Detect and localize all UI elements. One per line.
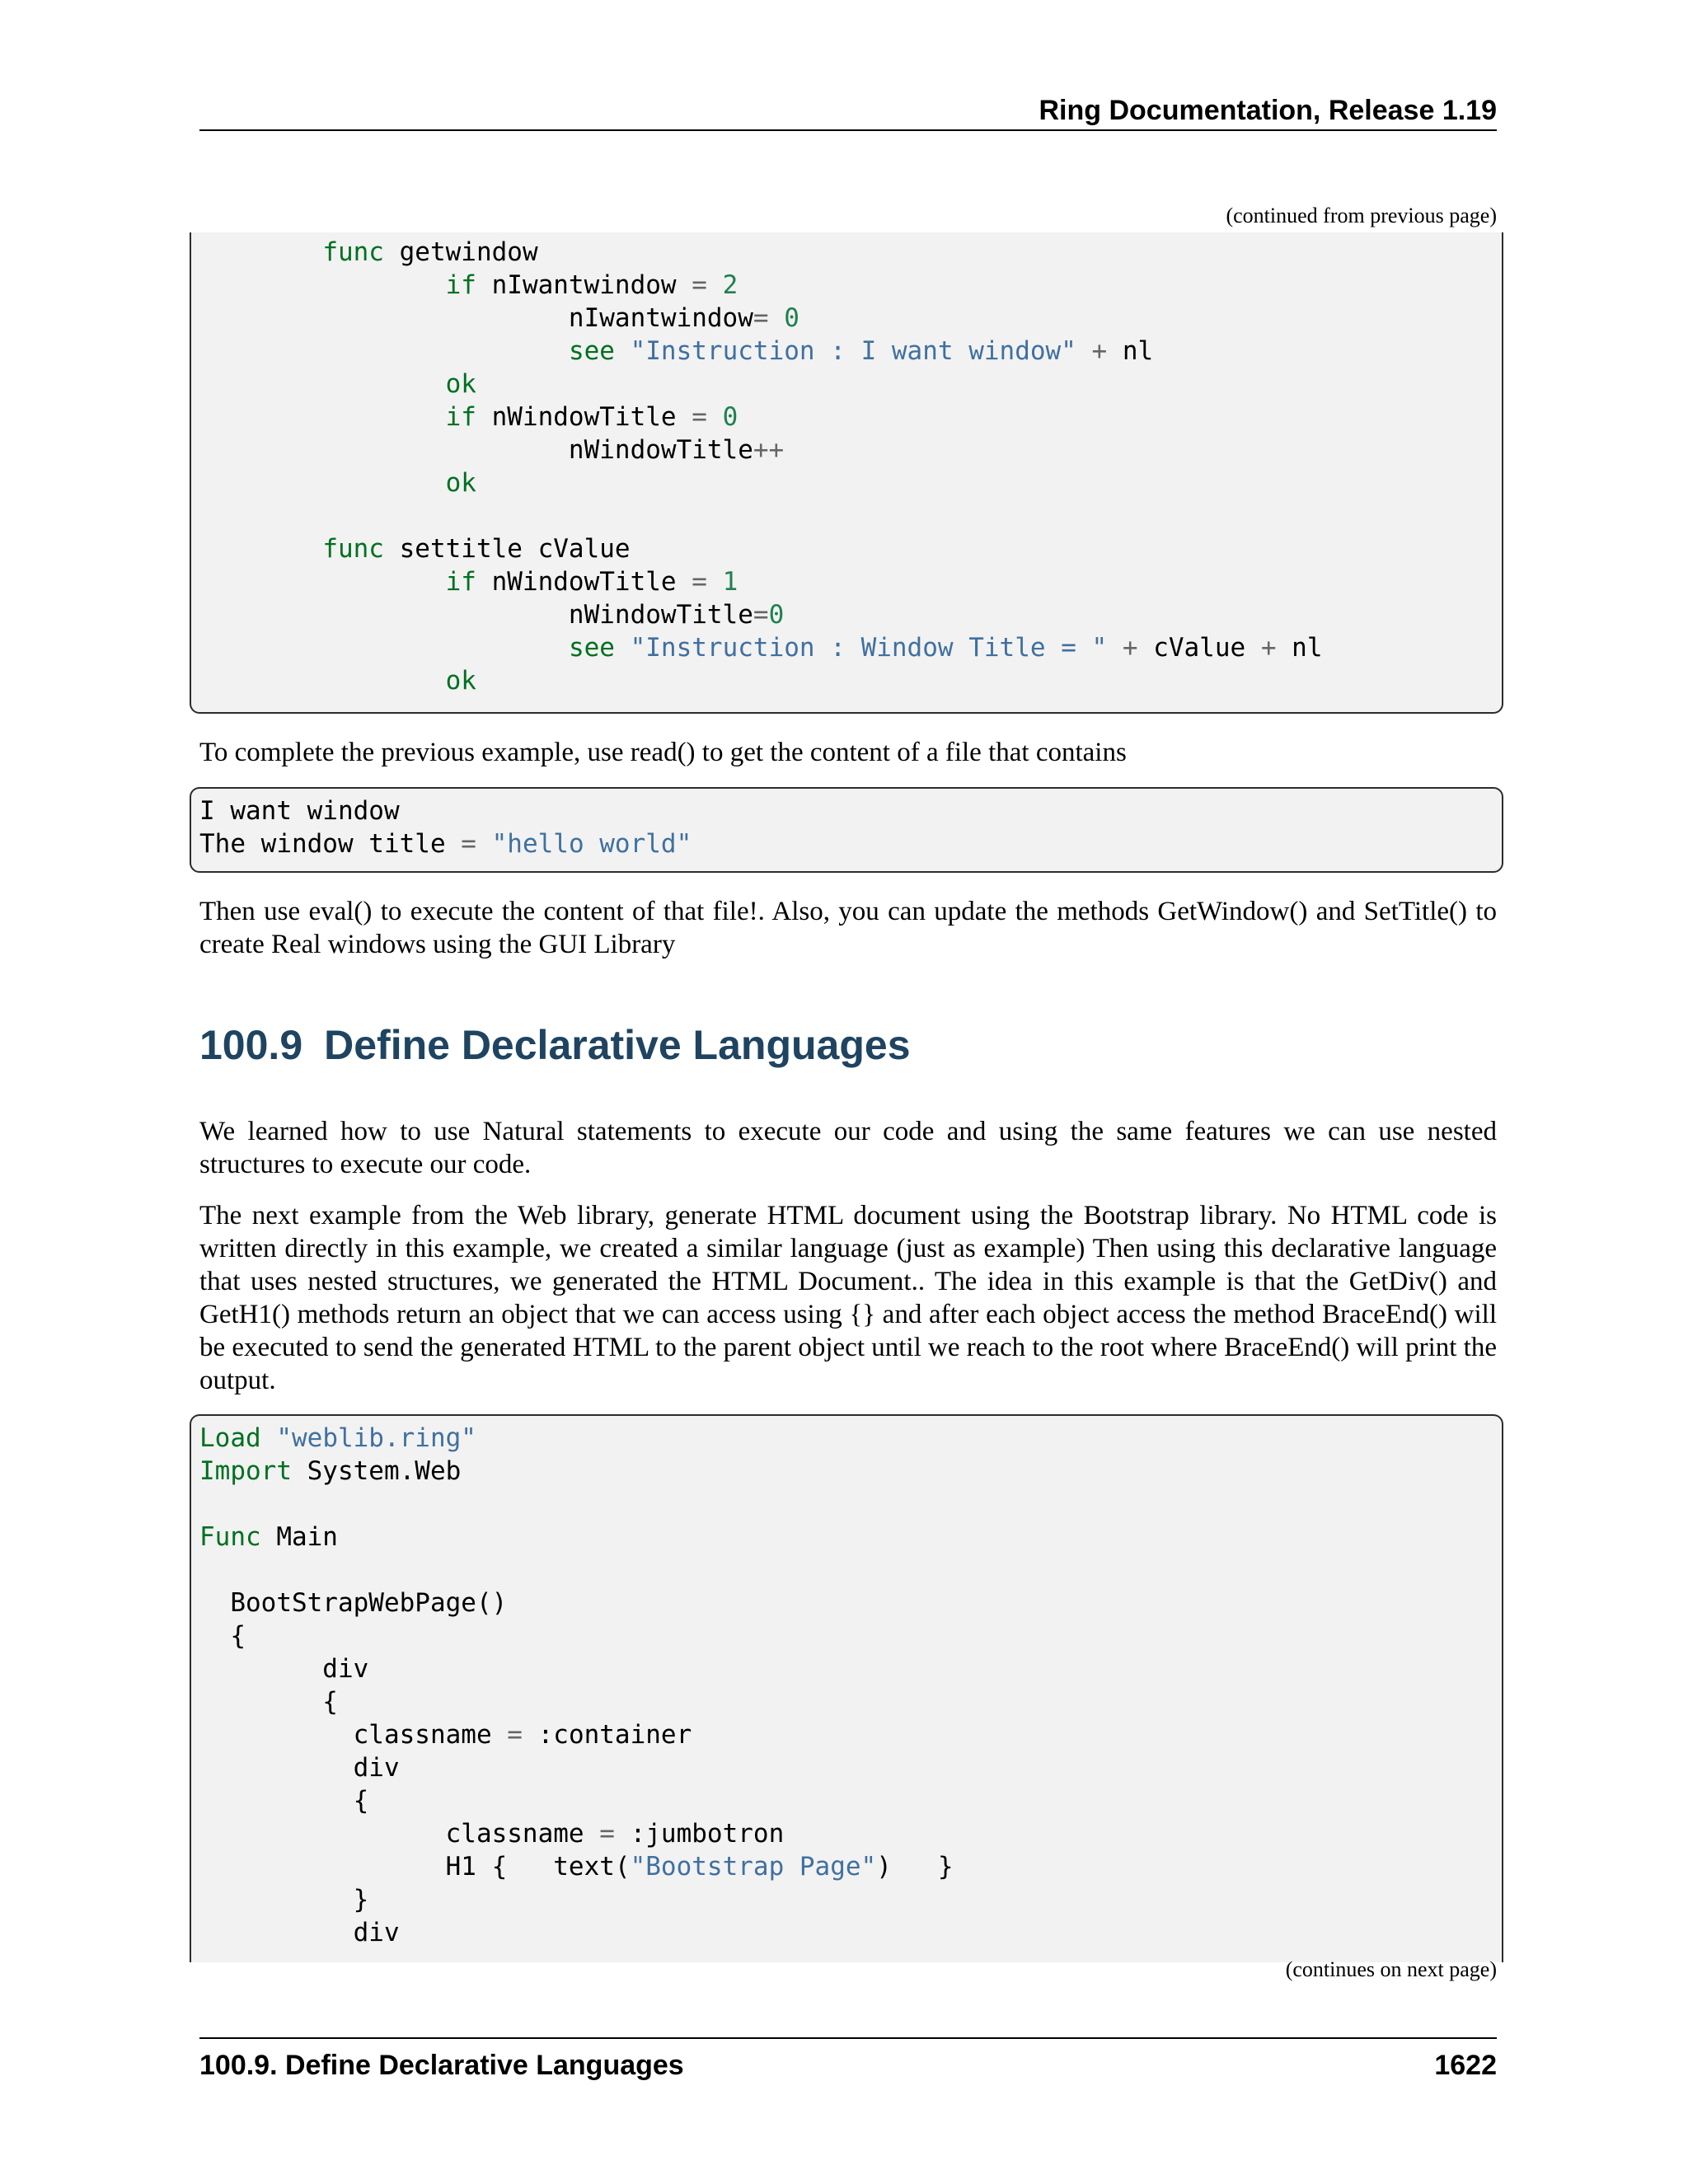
code-token	[199, 633, 569, 663]
code-token: +	[1260, 633, 1277, 663]
code-token: +	[1122, 633, 1138, 663]
code-block-bootstrap	[190, 1414, 1503, 1962]
code-line	[199, 1488, 1502, 1521]
code-token: "Instruction : Window Title = "	[630, 633, 1108, 663]
code-token: =	[753, 303, 769, 333]
code-token	[199, 270, 446, 300]
code-line	[199, 598, 1502, 631]
code-token: BootStrapWebPage()	[199, 1588, 508, 1618]
code-line	[199, 368, 1502, 401]
code-token: nWindowTitle	[199, 435, 753, 465]
code-token: nIwantwindow	[476, 270, 692, 300]
code-line	[199, 1619, 1502, 1652]
paragraph-web-library: The next example from the Web library, generate HTML document using the Bootstrap library. No HTML code is written directly in this example, we created a similar language (just as example) Then using this declarative language that uses nested structures, we generated the HTML Document.. The idea in this example is that the GetDiv() and GetH1() methods return an object that we can access using {} and after each object access the method BraceEnd() will be executed to send the generated HTML to the parent object until we reach to the root where BraceEnd() will print the output.	[199, 1201, 1497, 1395]
code-line	[199, 565, 1502, 598]
running-footer	[199, 2047, 1497, 2083]
code-token: classname	[199, 1720, 508, 1750]
section-title: Define Declarative Languages	[324, 1022, 911, 1068]
code-token: nl	[1276, 633, 1323, 663]
code-line	[199, 401, 1502, 434]
code-line	[199, 1817, 1502, 1850]
code-token: "hello world"	[491, 829, 692, 859]
code-line	[199, 1718, 1502, 1751]
code-line	[199, 1784, 1502, 1817]
code-line	[199, 1685, 1502, 1718]
code-token: 0	[768, 600, 785, 630]
code-token: nWindowTitle	[476, 567, 692, 597]
code-line	[199, 1916, 1502, 1949]
code-line	[199, 1455, 1502, 1488]
code-token	[199, 666, 446, 696]
code-token: settitle cValue	[383, 534, 631, 564]
code-token: nl	[1107, 336, 1154, 366]
code-token: if	[445, 567, 476, 597]
code-token: The window title	[199, 829, 462, 859]
continues-on-note: (continues on next page)	[1285, 1957, 1497, 1981]
code-token: }	[199, 1885, 369, 1915]
code-token: "Instruction : I want window"	[630, 336, 1076, 366]
code-token: {	[199, 1687, 338, 1717]
code-line	[199, 827, 1502, 860]
code-line	[199, 466, 1502, 499]
code-token: I want window	[199, 796, 400, 826]
code-token: 1	[722, 567, 738, 597]
code-token: classname	[199, 1819, 600, 1849]
code-token: =	[753, 600, 769, 630]
code-line	[199, 434, 1502, 466]
code-token: Import	[199, 1456, 292, 1486]
continued-from-note: (continued from previous page)	[1226, 204, 1497, 227]
code-token: ok	[445, 666, 476, 696]
code-line	[199, 1586, 1502, 1619]
code-block-file-content	[190, 787, 1503, 873]
code-token: nWindowTitle	[199, 600, 753, 630]
code-line	[199, 302, 1502, 335]
paragraph-eval: Then use eval() to execute the content of that file!. Also, you can update the methods GetWindow() and SetTitle() to create Real windows using the GUI Library	[199, 897, 1497, 959]
footer-section: 100.9. Define Declarative Languages	[199, 2050, 684, 2081]
code-token: Main	[260, 1522, 338, 1552]
code-token: H1 { text(	[199, 1852, 631, 1882]
code-token: func	[322, 237, 384, 267]
code-token: div	[199, 1918, 400, 1947]
code-token	[199, 237, 322, 267]
code-token: =	[599, 1819, 615, 1849]
code-token: :jumbotron	[614, 1819, 785, 1849]
code-token	[199, 567, 446, 597]
code-token: func	[322, 534, 384, 564]
code-token: div	[199, 1654, 369, 1684]
code-token: =	[692, 270, 707, 300]
code-token: "weblib.ring"	[276, 1423, 476, 1453]
code-token: see	[568, 633, 615, 663]
code-line	[199, 1850, 1502, 1883]
code-line	[199, 335, 1502, 368]
code-token: Func	[199, 1522, 261, 1552]
code-token: "Bootstrap Page"	[630, 1852, 877, 1882]
code-token: =	[692, 402, 707, 432]
code-token	[199, 534, 322, 564]
code-token: 0	[722, 402, 738, 432]
paragraph-natural-statements: We learned how to use Natural statements to execute our code and using the same features we can use nested structures to execute our code.	[199, 1117, 1497, 1179]
section-heading	[199, 1020, 1497, 1070]
code-token: =	[507, 1720, 523, 1750]
code-line	[199, 1883, 1502, 1916]
code-token	[707, 402, 723, 432]
code-line	[199, 1652, 1502, 1685]
code-token: +	[1091, 336, 1108, 366]
code-token	[199, 468, 446, 498]
code-token: 0	[784, 303, 799, 333]
code-token	[199, 402, 446, 432]
code-token	[1076, 336, 1092, 366]
code-token: if	[445, 270, 476, 300]
code-token	[769, 303, 785, 333]
code-token: ++	[753, 435, 785, 465]
code-line	[199, 631, 1502, 664]
code-token	[476, 829, 492, 859]
code-token: =	[461, 829, 476, 859]
section-number: 100.9	[199, 1022, 303, 1068]
code-token: see	[568, 336, 615, 366]
code-line	[199, 269, 1502, 302]
code-token: nIwantwindow	[199, 303, 753, 333]
code-line	[199, 1521, 1502, 1554]
code-line	[199, 1422, 1502, 1455]
code-token: ok	[445, 468, 476, 498]
code-token: {	[199, 1786, 369, 1816]
code-token: =	[692, 567, 707, 597]
code-token	[261, 1423, 277, 1453]
code-token: :container	[522, 1720, 692, 1750]
code-line	[199, 664, 1502, 697]
code-line	[199, 236, 1502, 269]
code-token	[199, 336, 569, 366]
code-token	[1107, 633, 1123, 663]
code-block-getwindow	[190, 232, 1503, 714]
code-line	[199, 532, 1502, 565]
header-rule	[199, 129, 1497, 131]
running-header: Ring Documentation, Release 1.19	[1039, 95, 1497, 126]
code-token	[615, 633, 631, 663]
code-token: nWindowTitle	[476, 402, 692, 432]
code-token: Load	[199, 1423, 261, 1453]
paragraph-read-file: To complete the previous example, use read() to get the content of a file that contains	[199, 738, 1127, 767]
code-token	[199, 369, 446, 399]
footer-rule	[199, 2037, 1497, 2039]
code-line	[199, 794, 1502, 827]
code-token: 2	[722, 270, 738, 300]
code-token: {	[199, 1621, 246, 1651]
code-token	[615, 336, 631, 366]
code-token	[707, 270, 723, 300]
code-token: if	[445, 402, 476, 432]
code-token: System.Web	[291, 1456, 462, 1486]
page-number: 1622	[1434, 2050, 1497, 2081]
code-token: getwindow	[383, 237, 538, 267]
code-token: ) }	[876, 1852, 954, 1882]
code-token: div	[199, 1753, 400, 1783]
code-token	[707, 567, 723, 597]
code-line	[199, 499, 1502, 532]
code-line	[199, 1554, 1502, 1586]
code-token: ok	[445, 369, 476, 399]
code-token: cValue	[1137, 633, 1261, 663]
code-line	[199, 1751, 1502, 1784]
